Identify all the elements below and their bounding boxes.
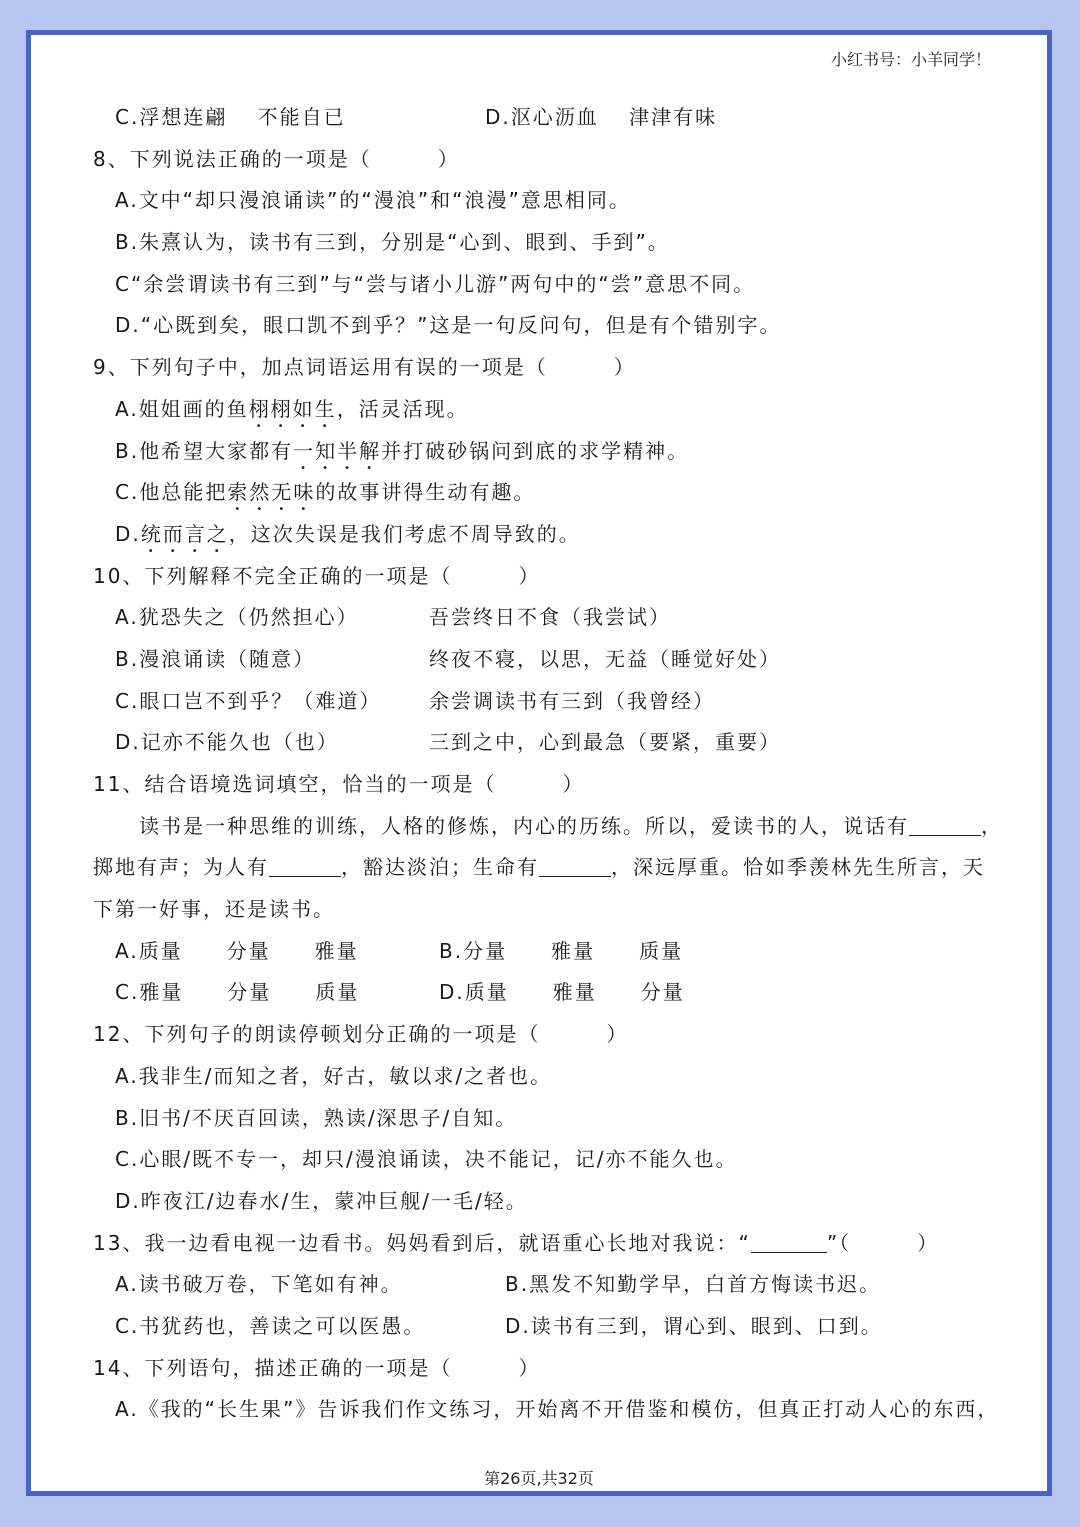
q9b-text-end: 并打破砂锅问到底的求学精神。 [381, 438, 690, 463]
q11-passage-line-2 [93, 847, 993, 889]
question-8: 8、下列说法正确的一项是（ ） [93, 146, 460, 171]
q9-option-c [93, 472, 993, 514]
q9a-text: A.姐姐画的鱼 [115, 396, 249, 421]
q9a-text-end: ，活灵活现。 [336, 396, 469, 421]
q11-option-c: C.雅量 分量 质量 [115, 980, 360, 1005]
q9a-dotted-word: 栩栩如生 [248, 396, 337, 421]
q9-option-b [93, 431, 993, 473]
q10-option-b: B.漫浪诵读（随意） [115, 646, 316, 671]
q11-option-b: B.分量 雅量 质量 [439, 938, 684, 963]
q12-option-d: D.昨夜江/边春水/生，蒙冲巨舰/一毛/轻。 [115, 1188, 528, 1213]
page-frame [26, 30, 1052, 1496]
q9c-text-end: 的故事讲得生动有趣。 [315, 480, 536, 505]
q12-option-b: B.旧书/不厌百回读，熟读/深思子/自知。 [115, 1105, 518, 1130]
q11-option-d: D.质量 雅量 分量 [439, 980, 685, 1005]
q12-option-c: C.心眼/既不专一，却只/漫浪诵读，决不能记，记/亦不能久也。 [115, 1147, 738, 1172]
page-content [93, 97, 1003, 1431]
page-number: 第26页,共32页 [484, 1469, 594, 1488]
q10-option-a: A.犹恐失之（仍然担心） [115, 605, 359, 630]
q9c-text: C.他总能把 [115, 480, 228, 505]
q8-option-a: A.文中“却只漫浪诵读”的“漫浪”和“浪漫”意思相同。 [115, 188, 631, 213]
option-c: C.浮想连翩 不能自已 [115, 105, 346, 129]
q9d-dotted-word: 统而言之 [140, 521, 229, 546]
q11-row-ab [93, 931, 993, 973]
q9-option-d [93, 514, 993, 556]
q11-passage-text-a: 掷地有声；为人有 [93, 855, 269, 880]
q8-option-b: B.朱熹认为，读书有三到，分别是“心到、眼到、手到”。 [115, 230, 670, 255]
q9-option-a [93, 389, 993, 431]
q11-passage-line-1 [93, 806, 1003, 848]
q11-passage-text: 读书是一种思维的训练，人格的修炼，内心的历练。所以，爱读书的人，说话有 [139, 813, 909, 838]
q8-option-c: C“余尝谓读书有三到”与“尝与诸小儿游”两句中的“尝”意思不同。 [115, 271, 756, 296]
q11-passage-text-b: ，豁达淡泊；生命有 [341, 855, 539, 880]
q8-option-d: D.“心既到矣，眼口凯不到乎？”这是一句反问句，但是有个错别字。 [115, 313, 782, 338]
q10-option-b2: 终夜不寝，以思，无益（睡觉好处） [429, 646, 781, 671]
q13-text: 13、我一边看电视一边看书。妈妈看到后，就语重心长地对我说：“ [93, 1230, 751, 1255]
question-11: 11、结合语境选词填空，恰当的一项是（ ） [93, 772, 585, 796]
q10-option-a2: 吾尝终日不食（我尝试） [429, 605, 671, 630]
q11-option-a: A.质量 分量 雅量 [115, 938, 359, 963]
question-12: 12、下列句子的朗读停顿划分正确的一项是（ ） [93, 1022, 629, 1047]
q10-row-a [93, 597, 993, 639]
q10-row-d [93, 722, 993, 764]
option-d: D.沤心沥血 津津有味 [485, 105, 718, 129]
q10-option-c: C.眼口岂不到乎？（难道） [115, 688, 382, 713]
fill-blank [909, 813, 981, 836]
q13-row-ab [93, 1264, 993, 1306]
fill-blank [269, 854, 341, 877]
question-13 [93, 1223, 993, 1265]
question-10: 10、下列解释不完全正确的一项是（ ） [93, 563, 541, 588]
header-note: 小红书号：小羊同学！ [830, 50, 991, 69]
q10-option-d2: 三到之中，心到最急（要紧，重要） [429, 730, 781, 755]
q9d-text-end: ，这次失误是我们考虑不周导致的。 [228, 521, 581, 546]
question-14: 14、下列语句，描述正确的一项是（ ） [93, 1355, 541, 1380]
fill-blank [751, 1230, 827, 1253]
q9b-text: B.他希望大家都有 [115, 438, 294, 463]
q13-option-a: A.读书破万卷，下笔如有神。 [115, 1272, 403, 1297]
q7-options-cd [93, 97, 993, 139]
q10-option-c2: 余尝调读书有三到（我曾经） [429, 688, 715, 713]
q11-row-cd [93, 972, 993, 1014]
q13-row-cd [93, 1306, 993, 1348]
q11-passage-punct: ， [981, 813, 1003, 838]
q13-option-d: D.读书有三到，谓心到、眼到、口到。 [505, 1313, 883, 1338]
q14-option-a: A.《我的“长生果”》告诉我们作文练习，开始离不开借鉴和模仿，但真正打动人心的东西， [115, 1397, 1000, 1422]
q9c-dotted-word: 索然无味 [227, 480, 316, 505]
q13-text-end: ”（ ） [826, 1230, 940, 1255]
q10-row-b [93, 639, 993, 681]
q9b-dotted-word: 一知半解 [293, 438, 382, 463]
fill-blank [539, 854, 611, 877]
q9d-text: D. [115, 521, 141, 546]
q10-row-c [93, 681, 993, 723]
q13-option-c: C.书犹药也，善读之可以医愚。 [115, 1313, 426, 1338]
q12-option-a: A.我非生/而知之者，好古，敏以求/之者也。 [115, 1063, 553, 1088]
q13-option-b: B.黑发不知勤学早，白首方悔读书迟。 [505, 1272, 882, 1297]
question-9: 9、下列句子中，加点词语运用有误的一项是（ ） [93, 355, 636, 380]
q11-passage-text-c: ，深远厚重。恰如季羡林先生所言，天 [611, 855, 985, 880]
q11-passage-line-3: 下第一好事，还是读书。 [93, 897, 335, 922]
q10-option-d: D.记亦不能久也（也） [115, 730, 339, 755]
